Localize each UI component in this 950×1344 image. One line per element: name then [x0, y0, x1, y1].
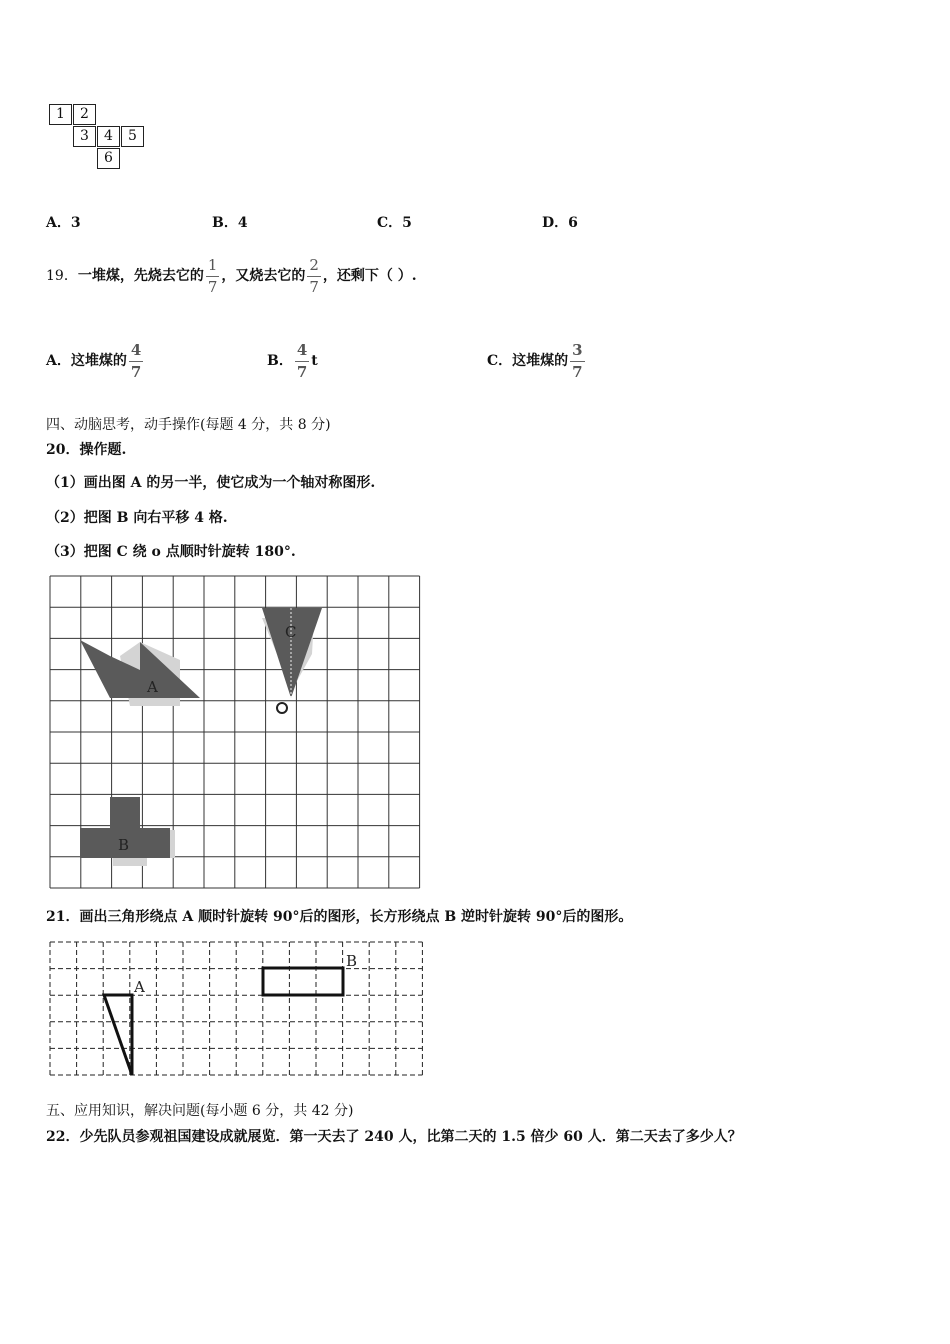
q20-grid-figure — [40, 566, 430, 898]
q20-step-2: （2）把图 B 向右平移 4 格. — [46, 510, 228, 526]
q21-grid-figure — [40, 936, 430, 1080]
q22-text: 22．少先队员参观祖国建设成就展览．第一天去了 240 人，比第二天的 1.5 倍少 60 人．第二天去了多少人？ — [46, 1129, 742, 1145]
net-cell: 6 — [97, 148, 120, 169]
net-cell: 5 — [121, 126, 144, 147]
q19-fraction-1: $\frac{1}{7}$ — [207, 255, 218, 296]
net-cell: 3 — [73, 126, 96, 147]
section-5-title: 五、应用知识，解决问题(每小题 6 分，共 42 分) — [46, 1103, 354, 1119]
net-cell: 1 — [49, 104, 72, 125]
net-cell: 2 — [73, 104, 96, 125]
q19-text2: ，又烧去它的 — [221, 268, 306, 284]
q21-text: 21．画出三角形绕点 A 顺时针旋转 90°后的图形，长方形绕点 B 逆时针旋转 90°后的图形。 — [46, 909, 633, 925]
q21-grid — [50, 942, 422, 1075]
q20-title: 20．操作题. — [46, 442, 127, 458]
shape-a — [80, 640, 200, 698]
section-4-title: 四、动脑思考，动手操作(每题 4 分，共 8 分) — [46, 417, 331, 433]
shape-b-label: B — [118, 836, 130, 854]
q19-fraction-2: $\frac{2}{7}$ — [309, 255, 319, 296]
shape-c-label: C — [285, 623, 297, 641]
point-o — [277, 703, 287, 713]
point-a-label: A — [134, 978, 145, 996]
rectangle-shape — [263, 968, 343, 995]
q18-option-c: C．5 — [377, 215, 412, 231]
point-b-label: B — [346, 952, 358, 970]
q18-option-d: D．6 — [542, 215, 578, 231]
q19-number: 19． — [46, 268, 78, 284]
triangle-shape — [104, 995, 132, 1075]
q19-option-a: A．这堆煤的 $\frac{4}{7}$ — [46, 340, 142, 381]
q18-option-b: B．4 — [212, 215, 248, 231]
q19-option-b: B． $\frac{4}{7}$ t — [267, 340, 318, 381]
q20-step-1: （1）画出图 A 的另一半，使它成为一个轴对称图形. — [46, 475, 376, 491]
net-cell: 4 — [97, 126, 120, 147]
shape-c — [262, 608, 322, 698]
q19-question — [46, 245, 417, 307]
q20-step-3: （3）把图 C 绕 o 点顺时针旋转 180°. — [46, 544, 296, 560]
q18-option-a: A．3 — [46, 215, 81, 231]
q19-text1: 一堆煤，先烧去它的 — [77, 268, 204, 284]
shape-a-label: A — [147, 678, 158, 696]
q19-text3: ，还剩下（ ）. — [322, 268, 417, 284]
q19-option-c: C．这堆煤的 $\frac{3}{7}$ — [487, 340, 583, 381]
